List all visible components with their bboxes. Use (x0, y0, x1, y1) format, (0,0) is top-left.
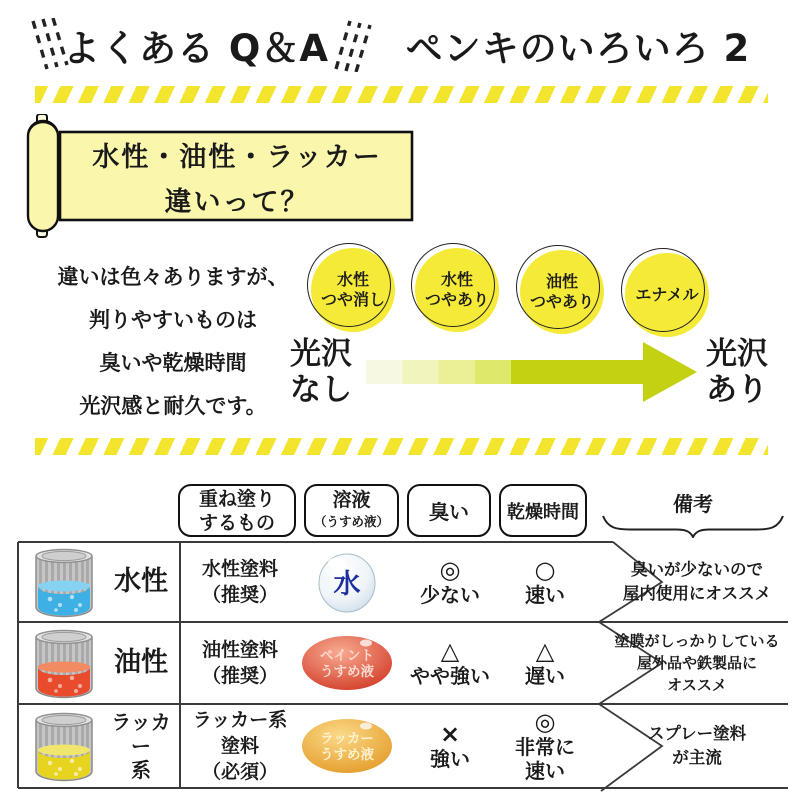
paint-can-oil-icon (24, 622, 104, 704)
header-badge: よくある Q＆A (63, 27, 329, 70)
row-lacquer-smell: × 強い (430, 720, 470, 771)
gloss-gradient-arrow-icon (358, 340, 700, 404)
gloss-circle-enamel (625, 253, 709, 337)
column-header-notes: 備考 (673, 492, 713, 516)
gloss-full-label: 光沢 あり (706, 336, 768, 408)
row-type-lacquer: ラッカー 系 (111, 710, 171, 782)
row-oil-dry-time: △ 遅い (525, 637, 565, 688)
gloss-circle-water-matte (311, 248, 395, 332)
gloss-circle-oil-glossy (520, 250, 604, 334)
banner-line1: 水性・油性・ラッカー (92, 142, 382, 173)
column-header-recoat: 重ね塗り するもの (178, 484, 296, 537)
column-header-solvent: 溶液 （うすめ液） (304, 484, 399, 537)
row-oil-note: 塗膜がしっかりしている 屋外品や鉄製品に オススメ (614, 632, 780, 694)
row-lacquer-recoat: ラッカー系 塗料 （必須） (192, 709, 288, 783)
paint-can-lacquer-icon (24, 704, 104, 788)
circle-label: エナメル (635, 285, 699, 304)
water-drop-icon (300, 542, 394, 622)
question-banner-text (62, 132, 412, 222)
column-header-dry-time: 乾燥時間 (499, 484, 587, 537)
intro-line: 光沢感と耐久です。 (79, 394, 267, 418)
row-water-note: 臭いが少ないので 屋内使用にオススメ (622, 560, 772, 603)
page-title: ペンキのいろいろ 2 (405, 27, 751, 70)
row-oil-smell: △ やや強い (410, 637, 490, 688)
row-lacquer-dry-time: ◎ 非常に 速い (515, 708, 575, 783)
svg-text:ラッカー: ラッカー (320, 731, 374, 747)
row-water-recoat: 水性塗料 （推奨） (201, 558, 278, 606)
row-lacquer-note: スプレー塗料 が主流 (647, 724, 747, 767)
row-oil-recoat: 油性塗料 （推奨） (201, 639, 278, 687)
paint-thinner-blob-icon (300, 622, 394, 704)
circle-label: つやあり (529, 292, 594, 311)
gloss-none-label: 光沢 なし (290, 336, 352, 408)
intro-line: 判りやすいものは (89, 308, 257, 332)
underbrace-icon (600, 514, 786, 538)
circle-label: 水性 (336, 270, 369, 289)
circle-label: つや消し (320, 290, 385, 309)
svg-text:水: 水 (333, 569, 361, 600)
intro-line: 臭いや乾燥時間 (99, 351, 247, 375)
circle-label: 油性 (545, 272, 578, 291)
paint-can-water-icon (24, 542, 104, 622)
svg-text:うすめ液: うすめ液 (320, 747, 374, 763)
circle-label: 水性 (440, 270, 473, 289)
svg-text:ペイント: ペイント (320, 648, 374, 664)
row-type-water: 水性 (114, 566, 168, 597)
column-header-smell: 臭い (407, 484, 491, 537)
emphasis-dashes-icon (333, 18, 373, 72)
lacquer-thinner-blob-icon (300, 704, 394, 788)
row-water-smell: ◎ 少ない (420, 556, 480, 607)
striped-divider (35, 86, 768, 103)
row-water-dry-time: ○ 速い (525, 556, 565, 607)
banner-line2: 違いって？ (164, 187, 310, 218)
gloss-circle-water-glossy (415, 248, 499, 332)
row-type-oil: 油性 (114, 647, 168, 678)
striped-divider (35, 438, 768, 455)
intro-text (44, 256, 302, 428)
circle-label: つやあり (424, 290, 489, 309)
intro-line: 違いは色々ありますが、 (57, 265, 289, 289)
svg-text:うすめ液: うすめ液 (320, 664, 374, 680)
